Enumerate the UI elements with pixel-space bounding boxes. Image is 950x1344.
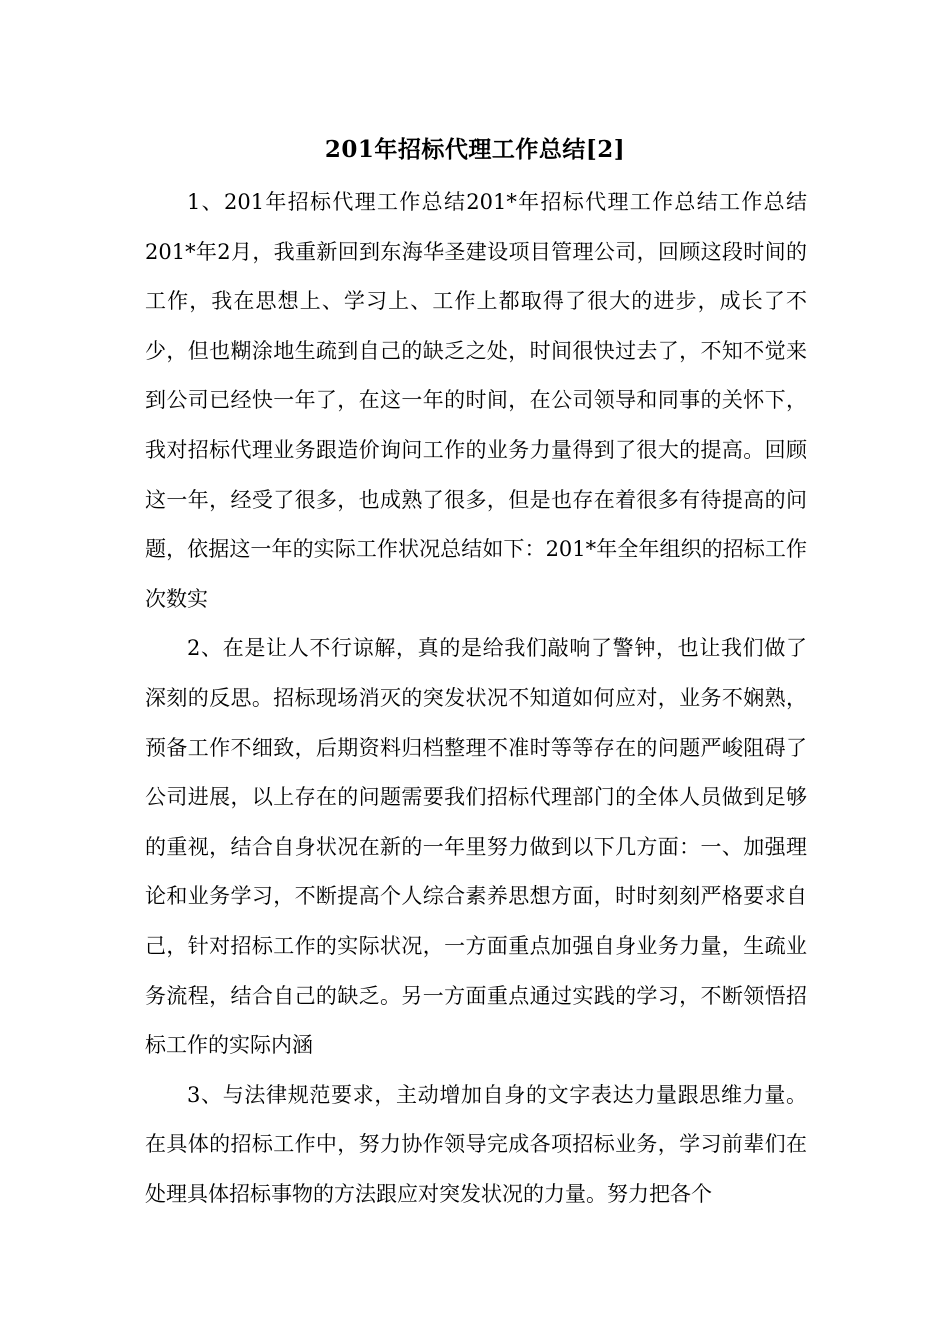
paragraph-2: 2、在是让人不行谅解，真的是给我们敲响了警钟，也让我们做了深刻的反思。招标现场消灭的突发状况不知道如何应对，业务不娴熟，预备工作不细致，后期资料归档整理不准时等等存在的问题严峻阻碍了公司进展，以上存在的问题需要我们招标代理部门的全体人员做到足够的重视，结合自身状况在新的一年里努力做到以下几方面：一、加强理论和业务学习，不断提高个人综合素养思想方面，时时刻刻严格要求自己，针对招标工作的实际状况，一方面重点加强自身业务力量，生疏业务流程，结合自己的缺乏。另一方面重点通过实践的学习，不断领悟招标工作的实际内涵 xyxy=(145,636,807,1058)
document-body xyxy=(145,178,807,1219)
document-title: 201年招标代理工作总结[2] xyxy=(324,136,626,163)
paragraph-1: 1、201年招标代理工作总结201*年招标代理工作总结工作总结201*年2月，我重新回到东海华圣建设项目管理公司，回顾这段时间的工作，我在思想上、学习上、工作上都取得了很大的进步，成长了不少，但也糊涂地生疏到自己的缺乏之处，时间很快过去了，不知不觉来到公司已经快一年了，在这一年的时间，在公司领导和同事的关怀下，我对招标代理业务跟造价询问工作的业务力量得到了很大的提高。回顾这一年，经受了很多，也成熟了很多，但是也存在着很多有待提高的问题，依据这一年的实际工作状况总结如下：201*年全年组织的招标工作次数实 xyxy=(145,190,807,611)
paragraph-3: 3、与法律规范要求，主动增加自身的文字表达力量跟思维力量。在具体的招标工作中，努力协作领导完成各项招标业务，学习前辈们在处理具体招标事物的方法跟应对突发状况的力量。努力把各个 xyxy=(145,1082,807,1206)
